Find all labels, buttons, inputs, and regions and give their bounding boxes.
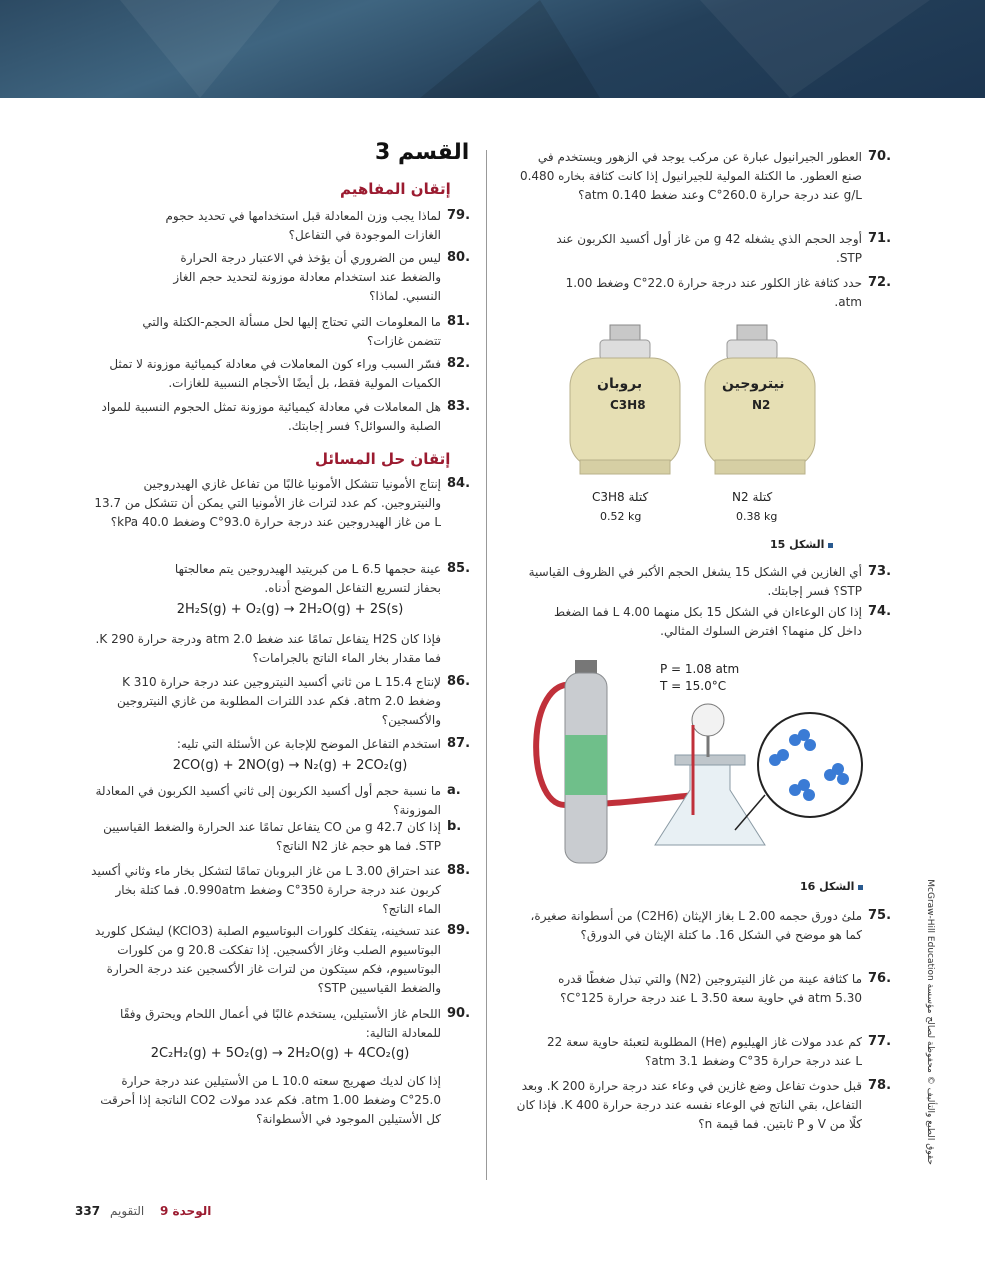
question-number: 85.	[447, 561, 471, 576]
question-item: ما كثافة عينة من غاز النيتروجين (N2) والتي تبذل ضغطًا قدره 5.30 atm في حاوية سعة 3.50 L عند درجة حرارة 125°C؟	[558, 972, 862, 1005]
question-number: 75.	[868, 908, 892, 923]
question-number: 77.	[868, 1034, 892, 1049]
equation-85: 2H₂S(g) + O₂(g) → 2H₂O(g) + 2S(s)	[176, 602, 404, 617]
nitrogen-mass-value: 0.38 kg	[736, 510, 778, 523]
question-item: أي الغازين في الشكل 15 يشغل الحجم الأكبر في الظروف القياسية STP؟ فسر إجابتك.	[528, 565, 862, 598]
figure-15-caption: الشكل 15	[770, 538, 833, 551]
question-number: 83.	[447, 399, 471, 414]
question-number: a.	[447, 783, 461, 798]
vertical-credit: حقوق الطبع والتأليف © محفوظة لصالح مؤسسة McGraw-Hill Education	[925, 879, 935, 1165]
mastery-problems-title: إتقان حل المسائل	[315, 450, 451, 468]
question-number: 89.	[447, 923, 471, 938]
question-item: ليس من الضروري أن يؤخذ في الاعتبار درجة الحرارة والضغط عند استخدام معادلة موزونة لتحديد حجم الغاز النسبي. لماذا؟	[173, 251, 441, 303]
question-number: 80.	[447, 250, 471, 265]
caption-marker-icon	[858, 885, 863, 890]
propane-formula: C3H8	[610, 398, 646, 412]
question-number: 71.	[868, 231, 892, 246]
question-item: فإذا كان H2S يتفاعل تمامًا عند ضغط 2.0 atm ودرجة حرارة 290 K. فما مقدار بخار الماء الناتج بالجرامات؟	[95, 632, 441, 665]
question-item: اللحام غاز الأستيلين، يستخدم غالبًا في أعمال اللحام ويحترق وفقًا للمعادلة التالية:	[120, 1007, 441, 1040]
page-number: 337	[75, 1204, 101, 1218]
question-item: ملئ دورق حجمه 2.00 L بغاز الإيثان (C2H6) من أسطوانة صغيرة، كما هو موضح في الشكل 16. ما كتلة الإيثان في الدورق؟	[530, 909, 862, 942]
question-item: أوجد الحجم الذي يشغله 42 g من غاز أول أكسيد الكربون عند STP.	[556, 232, 862, 265]
footer-section-label: التقويم	[110, 1204, 145, 1218]
nitrogen-label: نيتروجين	[722, 376, 785, 392]
question-number: 74.	[868, 604, 892, 619]
question-item: إذا كان لديك صهريج سعته 10.0 L من الأستيلين عند درجة حرارة 25.0°C وضغط 1.00 atm. فكم عدد مولات CO2 الناتجة إذا أحرقت كل الأستيلين الموجود في الأسطوانة؟	[100, 1074, 441, 1126]
question-number: 78.	[868, 1078, 892, 1093]
question-number: 76.	[868, 971, 892, 986]
question-item: فسّر السبب وراء كون المعاملات في معادلة كيميائية موزونة لا تمثل الكميات المولية فقط، بل أيضًا الأحجام النسبية للغازات.	[109, 357, 441, 390]
question-item: هل المعاملات في معادلة كيميائية موزونة تمثل الحجوم النسبية للمواد الصلبة والسوائل؟ فسر إجابتك.	[101, 400, 441, 433]
column-divider	[486, 150, 487, 1180]
pressure-label: P = 1.08 atm	[660, 662, 740, 676]
question-item: ما المعلومات التي تحتاج إليها لحل مسألة الحجم-الكتلة والتي تتضمن غازات؟	[142, 315, 441, 348]
section-title: القسم 3	[375, 140, 470, 165]
figure-16-caption: الشكل 16	[800, 880, 863, 893]
header-banner	[0, 0, 985, 98]
question-number: 81.	[447, 314, 471, 329]
question-number: 82.	[447, 356, 471, 371]
mastery-concepts-title: إتقان المفاهيم	[340, 180, 451, 198]
flask	[655, 704, 765, 845]
pressure-gauge-icon	[692, 704, 724, 736]
nitrogen-formula: N2	[752, 398, 771, 412]
question-number: 87.	[447, 736, 471, 751]
question-item: عينة حجمها 6.5 L من كبريتيد الهيدروجين يتم معالجتها بحفاز لتسريع التفاعل الموضح أدناه.	[174, 562, 441, 595]
question-item: استخدم التفاعل الموضح للإجابة عن الأسئلة التي تليه:	[176, 737, 441, 751]
question-item: لماذا يجب وزن المعادلة قبل استخدامها في تحديد حجوم الغازات الموجودة في التفاعل؟	[165, 209, 441, 242]
nitrogen-mass-label: كتلة N2	[732, 490, 773, 504]
question-number: 70.	[868, 149, 892, 164]
question-item: إذا كان الوعاءان في الشكل 15 بكل منهما 4.00 L فما الضغط داخل كل منهما؟ افترض السلوك المثالي.	[554, 605, 862, 638]
question-number: 86.	[447, 674, 471, 689]
question-item: إنتاج الأمونيا تتشكل الأمونيا غالبًا من تفاعل غازي الهيدروجين والنيتروجين. كم عدد لترات غاز الأمونيا التي يمكن أن تتشكل من 13.7 L من غاز الهيدروجين عند درجة حرارة 93.0°C وضغط 40.0 kPa؟	[94, 477, 441, 529]
question-number: 73.	[868, 564, 892, 579]
question-item: عند احتراق 3.00 L من غاز البروبان تمامًا لتشكل بخار ماء وثاني أكسيد كربون عند درجة حرارة 350°C وضغط 0.990atm. فما كتلة بخار الماء الناتج؟	[91, 864, 441, 916]
propane-label: بروبان	[597, 376, 643, 392]
propane-mass-label: كتلة C3H8	[592, 490, 649, 504]
question-item: إذا كان 42.7 g من CO يتفاعل تمامًا عند الحرارة والضغط القياسيين STP. فما هو حجم غاز N2 الناتج؟	[103, 820, 441, 853]
gas-cylinder	[565, 660, 607, 863]
question-number: 84.	[447, 476, 471, 491]
question-number: 72.	[868, 275, 892, 290]
question-item: قبل حدوث تفاعل وضع غازين في وعاء عند درجة حرارة 200 K. وبعد التفاعل، بقي الناتج في الوعاء نفسه عند درجة حرارة 400 K. فإذا كان كلًا من V و P ثابتين. فما قيمة n؟	[516, 1079, 862, 1131]
question-item: عند تسخينه، يتفكك كلورات البوتاسيوم الصلبة (KClO3) ليشكل كلوريد البوتاسيوم الصلب وغاز الأكسجين. إذا تفككت 20.8 g من كلورات البوتاسيوم، فكم سيتكون من لترات غاز الأكسجين عند درجة الحرارة والضغط القياسيين STP؟	[95, 924, 441, 995]
temperature-label: T = 15.0°C	[660, 679, 727, 693]
footer-unit-label: الوحدة 9	[160, 1204, 212, 1218]
question-number: 88.	[447, 863, 471, 878]
gas-hose	[536, 684, 695, 805]
question-item: العطور الجيرانيول عبارة عن مركب يوجد في الزهور ويستخدم في صنع العطور. ما الكتلة المولية للجيرانيول إذا كانت كثافة بخاره 0.480 g/L عند درجة حرارة 260.0°C وعند ضغط 0.140 atm؟	[519, 150, 862, 202]
caption-marker-icon	[828, 543, 833, 548]
question-number: 79.	[447, 208, 471, 223]
question-number: b.	[447, 819, 462, 834]
propane-mass-value: 0.52 kg	[600, 510, 642, 523]
question-item: حدد كثافة غاز الكلور عند درجة حرارة 22.0°C وضغط 1.00 atm.	[565, 276, 862, 309]
question-item: كم عدد مولات غاز الهيليوم (He) المطلوبة لتعبئة حاوية سعة 22 L عند درجة حرارة 35°C وضغط 3.1 atm؟	[547, 1035, 862, 1068]
equation-90: 2C₂H₂(g) + 5O₂(g) → 2H₂O(g) + 4CO₂(g)	[150, 1046, 410, 1061]
question-item: ما نسبة حجم أول أكسيد الكربون إلى ثاني أكسيد الكربون في المعادلة الموزونة؟	[95, 784, 441, 817]
equation-87: 2CO(g) + 2NO(g) → N₂(g) + 2CO₂(g)	[172, 758, 408, 773]
figure-15-tanks	[560, 320, 830, 480]
question-item: لإنتاج 15.4 L من ثاني أكسيد النيتروجين عند درجة حرارة 310 K وضغط 2.0 atm. فكم عدد اللترات المطلوبة من غازي النيتروجين والأكسجين؟	[116, 675, 441, 727]
question-number: 90.	[447, 1006, 471, 1021]
